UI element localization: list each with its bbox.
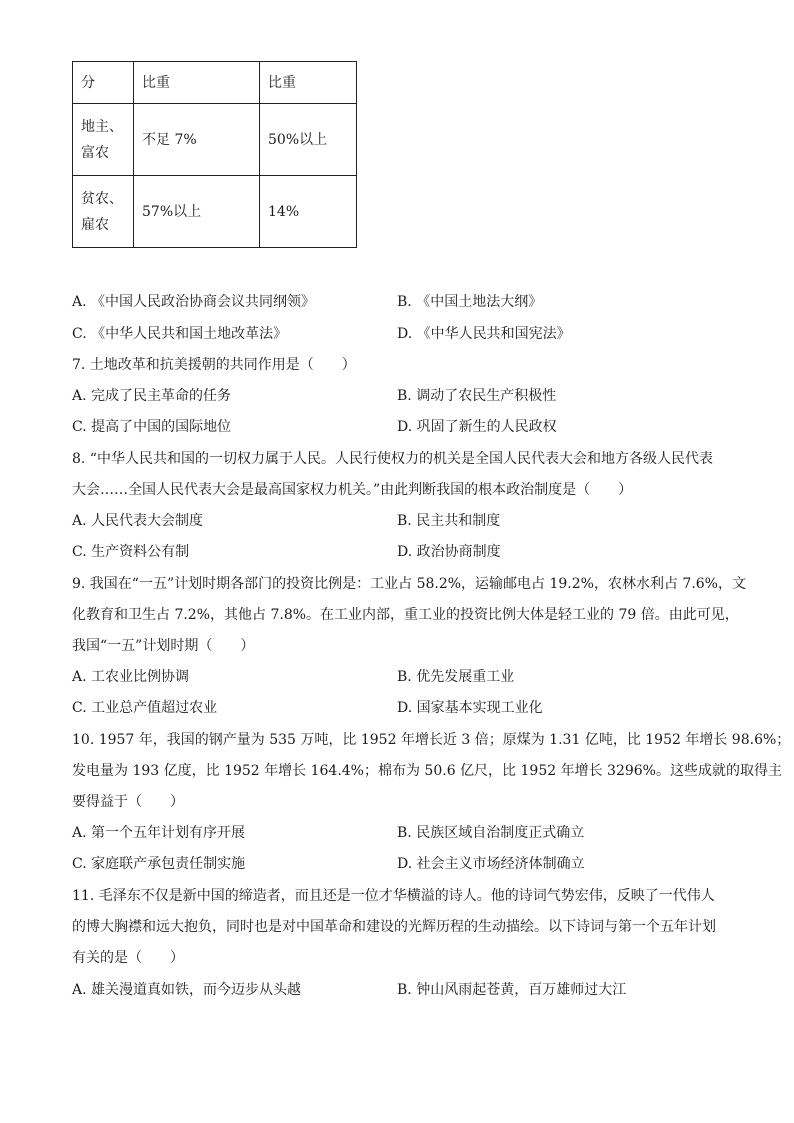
- q10-option-d: D. 社会主义市场经济体制确立: [397, 856, 585, 872]
- q7-option-a: A. 完成了民主革命的任务: [72, 388, 232, 404]
- q11-stem-line3: 有关的是（ ）: [72, 950, 184, 966]
- table-row-label-line: 富农: [81, 144, 109, 161]
- q10-stem-line3: 要得益于（ ）: [72, 794, 184, 810]
- q9-stem-line3: 我国“一五”计划时期（ ）: [72, 638, 255, 654]
- q11-stem-line2: 的博大胸襟和远大抱负，同时也是对中国革命和建设的光辉历程的生动描绘。以下诗词与第一个五年计划: [72, 919, 716, 935]
- q9-option-a: A. 工农业比例协调: [72, 669, 190, 685]
- q9-option-b: B. 优先发展重工业: [397, 669, 515, 685]
- table-cell: 50%以上: [260, 104, 357, 176]
- table-row-label-line: 地主、: [81, 118, 123, 135]
- table-cell: 不足 7%: [134, 104, 260, 176]
- q8-option-a: A. 人民代表大会制度: [72, 513, 204, 529]
- q10-stem-line2: 发电量为 193 亿度，比 1952 年增长 164.4%；棉布为 50.6 亿尺，比 1952 年增长 3296%。这些成就的取得主: [72, 763, 782, 779]
- table-header-cell: 分: [73, 62, 134, 104]
- q11-option-b: B. 钟山风雨起苍黄，百万雄师过大江: [397, 982, 627, 998]
- table-cell: 14%: [260, 176, 357, 248]
- q8-option-c: C. 生产资料公有制: [72, 544, 190, 560]
- q9-stem-line1: 9. 我国在“一五”计划时期各部门的投资比例是：工业占 58.2%，运输邮电占 19.2%，农林水利占 7.6%，文: [72, 576, 746, 592]
- q10-option-b: B. 民族区域自治制度正式确立: [397, 825, 585, 841]
- table-row: [73, 104, 357, 176]
- q7-option-d: D. 巩固了新生的人民政权: [397, 419, 557, 435]
- q9-option-c: C. 工业总产值超过农业: [72, 700, 218, 716]
- q11-option-a: A. 雄关漫道真如铁，而今迈步从头越: [72, 982, 302, 998]
- q10-stem-line1: 10. 1957 年，我国的钢产量为 535 万吨，比 1952 年增长近 3 倍；原煤为 1.31 亿吨，比 1952 年增长 98.6%；: [72, 732, 791, 748]
- q6-option-a: A. 《中国人民政治协商会议共同纲领》: [72, 294, 316, 310]
- table-header-cell: 比重: [260, 62, 357, 104]
- q6-option-c: C. 《中华人民共和国土地改革法》: [72, 326, 288, 342]
- table-row-label-line: 雇农: [81, 216, 109, 233]
- q10-option-c: C. 家庭联产承包责任制实施: [72, 856, 246, 872]
- land-share-table: [72, 61, 357, 248]
- table-header-cell: 比重: [134, 62, 260, 104]
- q7-stem: 7. 土地改革和抗美援朝的共同作用是（ ）: [72, 357, 356, 373]
- table-row: [73, 176, 357, 248]
- table-row-label: [73, 104, 134, 176]
- table-cell: 57%以上: [134, 176, 260, 248]
- table-header-row: [73, 62, 357, 104]
- q8-option-b: B. 民主共和制度: [397, 513, 501, 529]
- q7-option-c: C. 提高了中国的国际地位: [72, 419, 232, 435]
- q8-stem-line2: 大会……全国人民代表大会是最高国家权力机关。”由此判断我国的根本政治制度是（ ）: [72, 482, 633, 498]
- q8-option-d: D. 政治协商制度: [397, 544, 501, 560]
- q11-stem-line1: 11. 毛泽东不仅是新中国的缔造者，而且还是一位才华横溢的诗人。他的诗词气势宏伟，反映了一代伟人: [72, 888, 715, 904]
- q6-option-b: B. 《中国土地法大纲》: [397, 294, 543, 310]
- q9-stem-line2: 化教育和卫生占 7.2%，其他占 7.8%。在工业内部，重工业的投资比例大体是轻工业的 79 倍。由此可见，: [72, 607, 739, 623]
- q10-option-a: A. 第一个五年计划有序开展: [72, 825, 246, 841]
- table-row-label: [73, 176, 134, 248]
- table-row-label-line: 贫农、: [81, 190, 123, 207]
- q8-stem-line1: 8. “中华人民共和国的一切权力属于人民。人民行使权力的机关是全国人民代表大会和地方各级人民代表: [72, 451, 713, 467]
- q9-option-d: D. 国家基本实现工业化: [397, 700, 543, 716]
- q6-option-d: D. 《中华人民共和国宪法》: [397, 326, 571, 342]
- q7-option-b: B. 调动了农民生产积极性: [397, 388, 557, 404]
